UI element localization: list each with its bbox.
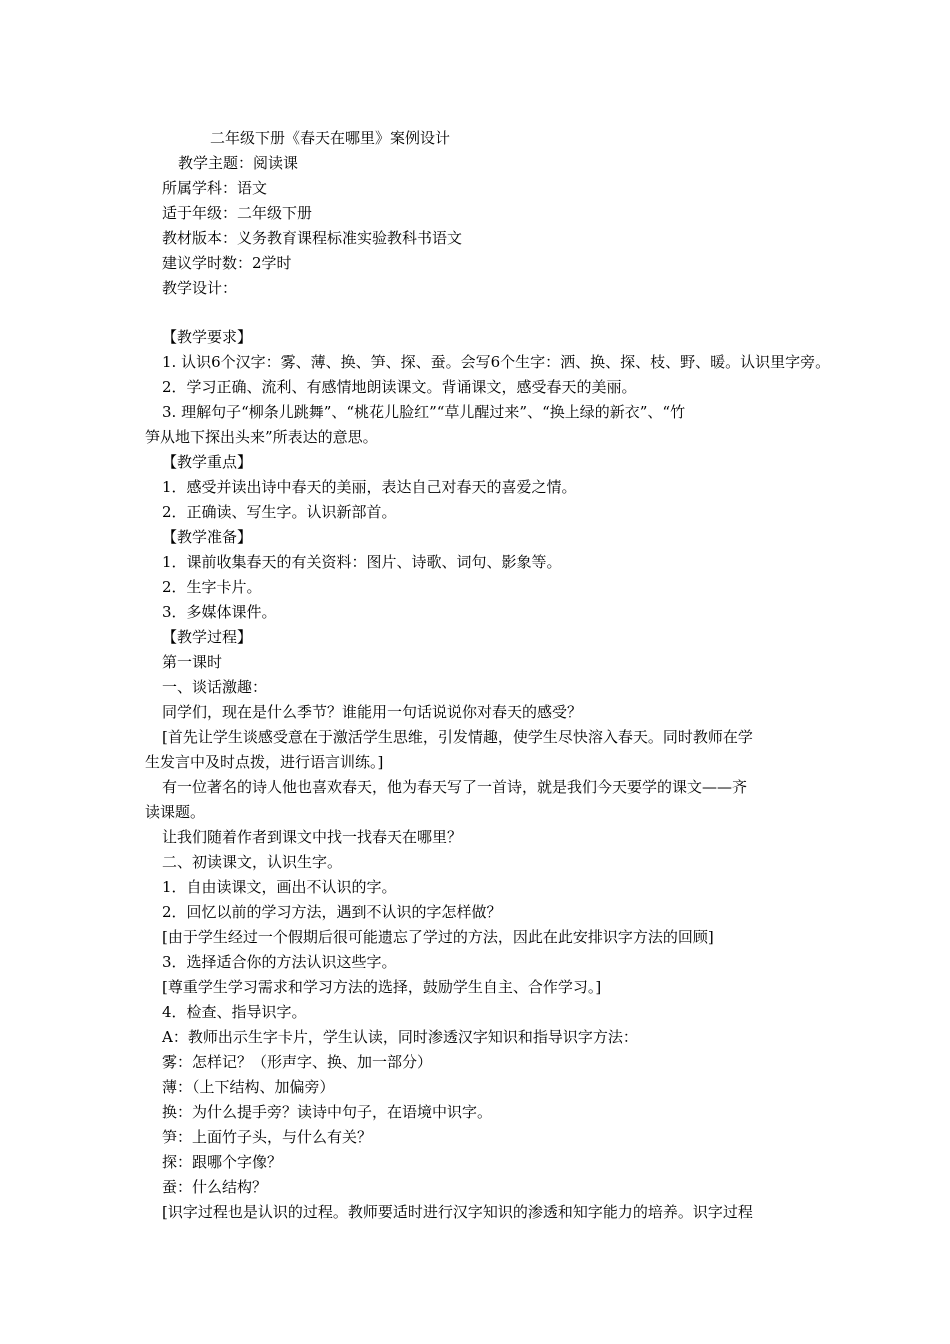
text-line: [识字过程也是认识的过程。教师要适时进行汉字知识的渗透和知字能力的培养。识字过程 xyxy=(162,1203,753,1221)
text-line: 雾：怎样记？（形声字、换、加一部分） xyxy=(162,1053,433,1071)
text-line: 教学主题：阅读课 xyxy=(178,154,299,172)
text-line: 笋从地下探出头来”所表达的意思。 xyxy=(145,428,378,446)
text-line: 同学们，现在是什么季节？谁能用一句话说说你对春天的感受？ xyxy=(162,703,583,721)
document-title: 二年级下册《春天在哪里》案例设计 xyxy=(210,129,451,147)
text-line: 教材版本：义务教育课程标准实验教科书语文 xyxy=(162,229,463,247)
text-line: 二、初读课文，认识生字。 xyxy=(162,853,343,871)
text-line: 探：跟哪个字像？ xyxy=(162,1153,283,1171)
text-line: 3. 理解句子“柳条儿跳舞”、“桃花儿脸红”“草儿醒过来”、“换上绿的新衣”、“竹 xyxy=(162,403,686,421)
text-line: 3．选择适合你的方法认识这些字。 xyxy=(162,953,397,971)
text-line: 换：为什么提手旁？读诗中句子，在语境中识字。 xyxy=(162,1103,493,1121)
text-line: 1．感受并读出诗中春天的美丽，表达自己对春天的喜爱之情。 xyxy=(162,478,577,496)
text-line: 1．自由读课文，画出不认识的字。 xyxy=(162,878,397,896)
text-line: 1．课前收集春天的有关资料：图片、诗歌、词句、影象等。 xyxy=(162,553,562,571)
text-line: 适于年级：二年级下册 xyxy=(162,204,313,222)
text-line: 蚕：什么结构？ xyxy=(162,1178,268,1196)
text-line: 2．生字卡片。 xyxy=(162,578,262,596)
text-line: 读课题。 xyxy=(145,803,206,821)
section-heading: 【教学要求】 xyxy=(162,328,253,346)
text-line: 有一位著名的诗人他也喜欢春天，他为春天写了一首诗，就是我们今天要学的课文——齐 xyxy=(162,778,748,796)
text-line: 2．回忆以前的学习方法，遇到不认识的字怎样做？ xyxy=(162,903,502,921)
text-line: [首先让学生谈感受意在于激活学生思维，引发情趣，使学生尽快溶入春天。同时教师在学 xyxy=(162,728,753,746)
text-line: 3．多媒体课件。 xyxy=(162,603,277,621)
text-line: 薄：（上下结构、加偏旁） xyxy=(162,1078,335,1096)
section-heading: 【教学准备】 xyxy=(162,528,253,546)
text-line: 第一课时 xyxy=(162,653,223,671)
text-line: 笋：上面竹子头，与什么有关？ xyxy=(162,1128,373,1146)
text-line: 建议学时数：2学时 xyxy=(162,254,292,272)
text-line: 教学设计： xyxy=(162,279,238,297)
text-line: 2．正确读、写生字。认识新部首。 xyxy=(162,503,397,521)
section-heading: 【教学过程】 xyxy=(162,628,253,646)
text-line: 4．检查、指导识字。 xyxy=(162,1003,307,1021)
text-line: [尊重学生学习需求和学习方法的选择，鼓励学生自主、合作学习。] xyxy=(162,978,602,996)
text-line: 2．学习正确、流利、有感情地朗读课文。背诵课文，感受春天的美丽。 xyxy=(162,378,637,396)
text-line: 让我们随着作者到课文中找一找春天在哪里？ xyxy=(162,828,463,846)
text-line: 1. 认识6个汉字：雾、薄、换、笋、探、蚕。会写6个生字：洒、换、探、枝、野、暖。认识里字旁。 xyxy=(162,353,831,371)
text-line: 所属学科：语文 xyxy=(162,179,268,197)
text-line: [由于学生经过一个假期后很可能遗忘了学过的方法，因此在此安排识字方法的回顾] xyxy=(162,928,714,946)
section-heading: 【教学重点】 xyxy=(162,453,253,471)
text-line: 生发言中及时点拨，进行语言训练。] xyxy=(145,753,384,771)
text-line: 一、谈话激趣： xyxy=(162,678,268,696)
text-line: A：教师出示生字卡片，学生认读，同时渗透汉字知识和指导识字方法： xyxy=(162,1028,638,1046)
